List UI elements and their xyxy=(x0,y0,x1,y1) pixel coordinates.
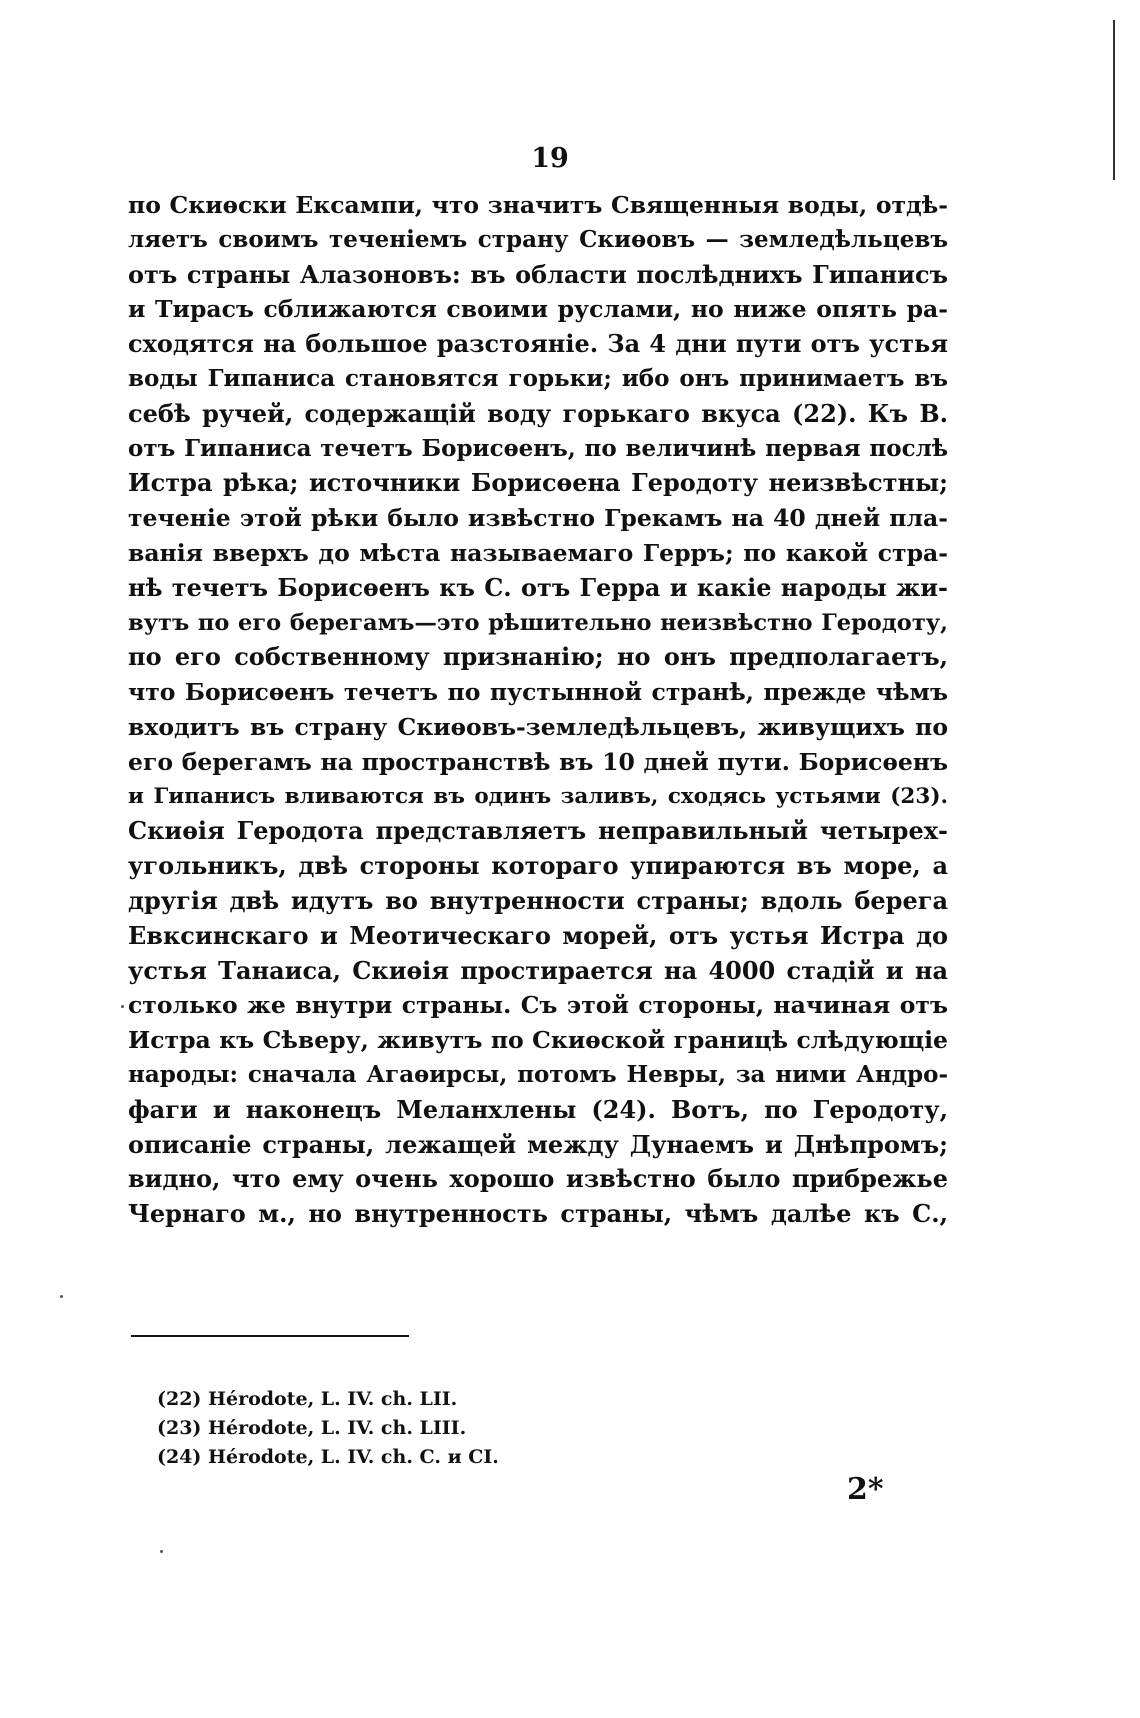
text-line: угольникъ, двѣ стороны котораго упираются въ море, а xyxy=(128,851,948,881)
text-line: Истра къ Сѣверу, живутъ по Скиѳской границѣ слѣдующіе xyxy=(128,1026,948,1055)
footnote: (22) Hérodote, L. IV. ch. LII. xyxy=(157,1388,458,1410)
page-edge-line xyxy=(1113,20,1115,180)
text-line: по Скиѳски Ексампи, что значитъ Священныя воды, отдѣ- xyxy=(128,191,948,219)
text-line: входитъ въ страну Скиѳовъ-земледѣльцевъ, живущихъ по xyxy=(128,712,948,741)
text-line: себѣ ручей, содержащій воду горькаго вкуса (22). Къ В. xyxy=(128,398,948,428)
text-line: столько же внутри страны. Съ этой стороны, начиная отъ xyxy=(128,991,948,1020)
ink-speck xyxy=(60,1295,63,1298)
text-line: что Борисѳенъ течетъ по пустынной странѣ, прежде чѣмъ xyxy=(128,678,948,707)
text-line: по его собственному признанію; но онъ предполагаетъ, xyxy=(128,642,948,672)
footnote-divider xyxy=(131,1335,409,1337)
printer-signature-mark: 2* xyxy=(847,1472,884,1507)
body-text xyxy=(128,188,948,1232)
page-number: 19 xyxy=(531,143,569,174)
footnote: (23) Hérodote, L. IV. ch. LIII. xyxy=(157,1417,467,1439)
text-line: описаніе страны, лежащей между Дунаемъ и Днѣпромъ; xyxy=(128,1129,948,1159)
text-line: вутъ по его берегамъ—это рѣшительно неизвѣстно Геродоту, xyxy=(128,609,948,636)
text-line: и Тирасъ сближаются своими руслами, но ниже опять ра- xyxy=(128,295,948,324)
ink-speck xyxy=(160,1550,163,1553)
footnote: (24) Hérodote, L. IV. ch. C. и CI. xyxy=(157,1446,499,1468)
text-line: теченіе этой рѣки было извѣстно Грекамъ на 40 дней пла- xyxy=(128,504,948,533)
text-line: народы: сначала Агаѳирсы, потомъ Невры, за ними Андро- xyxy=(128,1060,948,1088)
footnotes xyxy=(157,1385,499,1472)
text-line: сходятся на большое разстояніе. За 4 дни пути отъ устья xyxy=(128,329,948,359)
text-line: Истра рѣка; источники Борисѳена Геродоту неизвѣстны; xyxy=(128,468,948,498)
ink-speck xyxy=(121,1005,124,1008)
text-line: фаги и наконецъ Меланхлены (24). Вотъ, по Геродоту, xyxy=(128,1094,948,1124)
text-line: нѣ течетъ Борисѳенъ къ С. отъ Герра и какіе народы жи- xyxy=(128,572,948,602)
text-line: отъ Гипаниса течетъ Борисѳенъ, по величинѣ первая послѣ xyxy=(128,434,948,462)
text-line: его берегамъ на пространствѣ въ 10 дней пути. Борисѳенъ xyxy=(128,747,948,776)
text-line: устья Танаиса, Скиѳія простирается на 4000 стадій и на xyxy=(128,955,948,985)
text-line: воды Гипаниса становятся горьки; ибо онъ принимаетъ въ xyxy=(128,364,948,392)
text-line: и Гипанисъ вливаются въ одинъ заливъ, сходясь устьями (23). xyxy=(128,783,948,809)
text-line: Скиѳія Геродота представляетъ неправильный четырех- xyxy=(128,816,948,846)
text-line: ванія вверхъ до мѣста называемаго Герръ; по какой стра- xyxy=(128,538,948,567)
text-line: другія двѣ идутъ во внутренности страны; вдоль берега xyxy=(128,885,948,915)
text-line: Евксинскаго и Меотическаго морей, отъ устья Истра до xyxy=(128,920,948,950)
text-line: Чернаго м., но внутренность страны, чѣмъ далѣе къ С., xyxy=(128,1199,948,1229)
text-line: видно, что ему очень хорошо извѣстно было прибрежье xyxy=(128,1164,948,1194)
text-line: ляетъ своимъ теченіемъ страну Скиѳовъ — земледѣльцевъ xyxy=(128,225,948,253)
text-line: отъ страны Алазоновъ: въ области послѣднихъ Гипанисъ xyxy=(128,259,948,289)
